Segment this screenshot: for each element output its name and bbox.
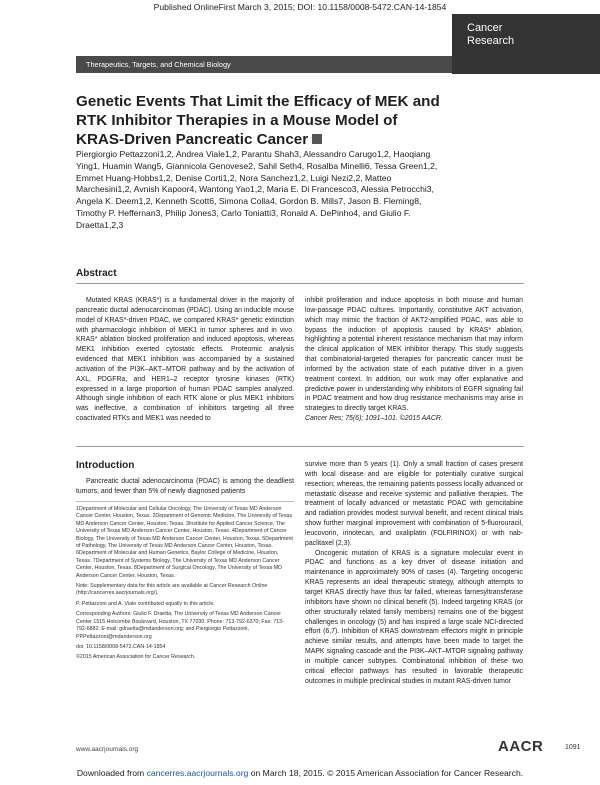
doi: doi: 10.1158/0008-5472.CAN-14-1854 <box>76 643 166 650</box>
section-label: Therapeutics, Targets, and Chemical Biology <box>76 56 452 73</box>
abstract-citation: Cancer Res; 75(6); 1091–101. ©2015 AACR. <box>305 415 443 423</box>
open-access-icon <box>312 134 322 144</box>
journal-name-line1: Cancer <box>467 22 503 34</box>
abstract-left-column <box>76 296 294 424</box>
corresponding-authors: Corresponding Authors: Giulio F. Draetta, The University of Texas MD Anderson Cancer Center 1515 Holcombe Boulevard, Houston, TX 77030. Phone: 713-792-6370; Fax: 713-792-6882; E-mail: gdraetta@mdanderson.org; and Piergiorgio Pettazzoni, PPPettazzoni@mdanderson.org <box>76 611 284 640</box>
intro-right-paragraph-1: survive more than 5 years (1). Only a small fraction of cases present with local disease and are eligible for potentially curative surgical resection; whereas, the remaining patients possess locally advanced or metastatic disease and receive systemic and palliative therapies. The treatment of locally advanced or metastatic PDAC with gemcitabine and radiation provides modest survival benefit, and recent clinical trials show further marginal improvement with combination of 5-fluorouracil, leucovorin, irinotecan, and oxaliplatin (FOLFIRINOX) or with nab-paclitaxel (2,3). <box>305 461 523 547</box>
abstract-right-column <box>305 296 523 424</box>
supplementary-note: Note: Supplementary data for this article are available at Cancer Research Online (http://cancerres.aacrjournals.org/). <box>76 583 268 597</box>
abstract-text-right: inhibit proliferation and induce apoptosis in both mouse and human low-passage PDAC cultures. Importantly, constitutive AKT activation, which may mimic the fraction of AKT2-amplified PDAC, was able to bypass the induction of apoptosis caused by KRAS* ablation, highlighting a potential inherent resistance mechanism that may inform the clinical application of MEK inhibitor therapy. This study suggests that combinatorial-targeted therapies for pancreatic cancer must be informed by the activation state of each putative driver in a given treatment context. In addition, our work may offer explanative and predictive power in understanding why inhibitors of EGFR signaling fail in PDAC treatment and how drug resistance mechanisms may arise in strategies to directly target KRAS. <box>305 297 523 413</box>
copyright: ©2015 American Association for Cancer Research. <box>76 654 196 661</box>
abstract-text-left: Mutated KRAS (KRAS*) is a fundamental driver in the majority of pancreatic ductal adenocarcinomas (PDAC). Using an inducible mouse model of KRAS*-driven PDAC, we compared KRAS* genetic extinction with pharmacologic inhibition of MEK1 in tumor spheres and in vivo. KRAS* ablation blocked proliferation and induced apoptosis, whereas MEK1 inhibition exerted cytostatic effects. Proteomic analysis evidenced that MEK1 inhibition was accompanied by a sustained activation of the PI3K–AKT–MTOR pathway and by the activation of AXL, PDGFRa, and HER1–2 receptor tyrosine kinases (RTK) expressed in a large proportion of human PDAC samples analyzed. Although single inhibition of each RTK alone or plus MEK1 inhibitors was ineffective, a combination of inhibitors targeting all three coactivated RTKs and MEK1 was needed to <box>76 297 294 423</box>
article-title <box>76 92 448 149</box>
equal-contribution-note: P. Pettazzoni and A. Viale contributed equally to this article. <box>76 600 215 607</box>
introduction-heading: Introduction <box>76 460 135 471</box>
download-link[interactable]: cancerres.aacrjournals.org <box>146 768 249 778</box>
download-prefix: Downloaded from <box>76 768 147 778</box>
abstract-rule <box>76 283 524 284</box>
download-suffix: on March 18, 2015. © 2015 American Association for Cancer Research. <box>248 768 524 778</box>
aacr-logo: AACR <box>498 738 544 755</box>
abstract-heading: Abstract <box>76 268 117 279</box>
intro-left-text: Pancreatic ductal adenocarcinoma (PDAC) is among the deadliest tumors, and fewer than 5% of newly diagnosed patients <box>76 478 294 495</box>
affiliations: 1Department of Molecular and Cellular Oncology, The University of Texas MD Anderson Cancer Center, Houston, Texas. 2Department of Genomic Medicine, The University of Texas MD Anderson Cancer Center, Houston, Texas. 3Institute for Applied Cancer Science, The University of Texas MD Anderson Cancer Center, Houston, Texas. 4Department of Cancer Biology, The University of Texas MD Anderson Cancer Center, Houston, Texas. 5Department of Pathology, The University of Texas MD Anderson Cancer Center, Houston, Texas. 6Department of Molecular and Human Genetics, Baylor College of Medicine, Houston, Texas. 7Department of Systems Biology, The University of Texas MD Anderson Cancer Center, Houston, Texas. 8Department of Surgical Oncology, The University of Texas MD Anderson Cancer Center, Houston, Texas. <box>76 506 293 579</box>
journal-name-line2: Research <box>467 34 515 47</box>
intro-right-paragraph-2: Oncogenic mutation of KRAS is a signature molecular event in PDAC and functions as a key driver of disease initiation and maintenance in approximately 90% of cases (4). Targeting oncogenic KRAS represents an ideal therapeutic strategy, although attempts to target KRAS directly have thus far failed, whereas farnesyltransferase inhibitors have shown no clinical benefit (5). Indeed targeting KRAS (or other structurally related family members) remains one of the biggest challenges in oncology (5) and has inspired a large scale NCI-directed effort (6,7). Inhibition of KRAS downstream effectors might in principle achieve similar results, and attempts have been made to target the MAPK signaling cascade and the PI3K–AKT–MTOR signaling pathway in multiple cancer subtypes. Combinatorial inhibition of these two critical effector pathways has resulted in favorable therapeutic outcomes in multiple preclinical studies in mutant RAS-driven tumor <box>305 549 523 685</box>
footnotes <box>76 506 294 662</box>
page-number: 1091 <box>565 744 581 751</box>
abstract-end-rule <box>76 446 524 447</box>
download-line <box>0 768 600 778</box>
journal-name-badge <box>452 14 600 74</box>
intro-right-column <box>305 460 523 686</box>
article-title-text: Genetic Events That Limit the Efficacy of MEK and RTK Inhibitor Therapies in a Mouse Model of KRAS-Driven Pancreatic Cancer <box>76 93 440 148</box>
author-list: Piergiorgio Pettazzoni1,2, Andrea Viale1,2, Parantu Shah3, Alessandro Carugo1,2, Haoqiang Ying1, Huamin Wang5, Giannicola Genovese2, Sahil Seth4, Rosalba Minelli6, Tessa Green1,2, Emmet Huang-Hobbs1,2, Denise Corti1,2, Nora Sanchez1,2, Luigi Nezi2,2, Matteo Marchesini1,2, Avnish Kapoor4, Wantong Yao1,2, Maria E. Di Francesco3, Alessia Petrocchi3, Angela K. Deem1,2, Kenneth Scott6, Simona Colla4, Gordon B. Mills7, Jason B. Fleming8, Timothy P. Heffernan3, Philip Jones3, Carlo Toniatti3, Ronald A. DePinho4, and Giulio F. Draetta1,2,3 <box>76 149 438 230</box>
published-line: Published OnlineFirst March 3, 2015; DOI: 10.1158/0008-5472.CAN-14-1854 <box>153 2 447 12</box>
journal-url: www.aacrjournals.org <box>76 746 139 753</box>
intro-left-column <box>76 477 294 497</box>
footnote-rule <box>76 501 294 502</box>
